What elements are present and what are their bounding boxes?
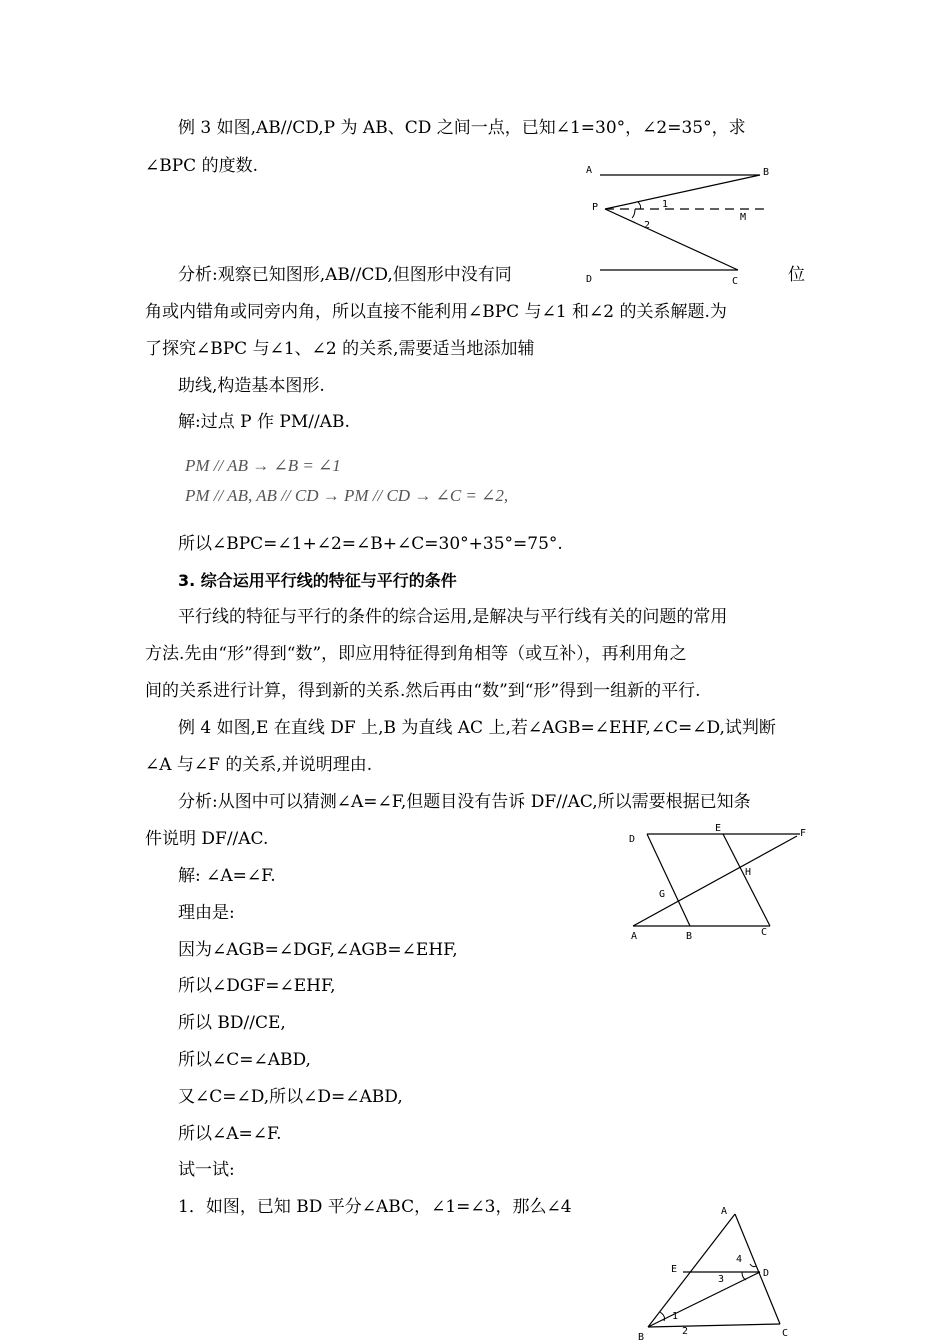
- example4-line1: 例 4 如图,E 在直线 DF 上,B 为直线 AC 上,若∠AGB=∠EHF,∠C=∠D,试判断: [178, 718, 776, 738]
- example4-step: 理由是:: [178, 903, 235, 923]
- example4-analysis2: 件说明 DF//AC.: [145, 829, 269, 849]
- line-af: [633, 836, 797, 926]
- side-bc: [648, 1324, 780, 1327]
- label-g: G: [659, 889, 666, 900]
- label-f: F: [800, 828, 807, 839]
- label-b: B: [686, 931, 693, 942]
- label-e: E: [671, 1264, 678, 1275]
- label-n4: 4: [736, 1254, 743, 1265]
- label-b: B: [638, 1332, 645, 1343]
- line-pb: [605, 175, 760, 209]
- label-a: A: [586, 165, 593, 176]
- figure-triangle-abc: [630, 1200, 800, 1344]
- label-n1: 1: [672, 1311, 679, 1322]
- formula-2: PM // AB, AB // CD → PM // CD → ∠C = ∠2,: [185, 486, 509, 505]
- line-db: [647, 834, 690, 926]
- figure-parallelogram: [625, 822, 815, 947]
- example4-step: 因为∠AGB=∠DGF,∠AGB=∠EHF,: [178, 940, 458, 960]
- line-ec: [723, 834, 770, 926]
- example4-line2: ∠A 与∠F 的关系,并说明理由.: [145, 755, 373, 775]
- side-ac: [735, 1214, 780, 1324]
- label-n2: 2: [682, 1326, 689, 1337]
- example4-step: 解: ∠A=∠F.: [178, 866, 276, 886]
- label-n3: 3: [718, 1274, 725, 1285]
- label-a: A: [721, 1206, 728, 1217]
- example4-step: 所以 BD//CE,: [178, 1013, 286, 1033]
- label-a: A: [631, 931, 638, 942]
- label-d: D: [763, 1268, 770, 1279]
- try-q1: 1．如图，已知 BD 平分∠ABC，∠1=∠3，那么∠4: [178, 1197, 572, 1217]
- example3-solution: 解:过点 P 作 PM//AB.: [178, 412, 350, 432]
- label-h: H: [745, 867, 752, 878]
- label-angle1: 1: [662, 199, 669, 210]
- label-e: E: [715, 823, 722, 834]
- example3-analysis-right: 位: [788, 265, 805, 285]
- figure-parallel-bpc: [580, 160, 780, 290]
- section3-p1: 平行线的特征与平行的条件的综合运用,是解决与平行线有关的问题的常用: [178, 607, 728, 627]
- example3-analysis-a: 分析:观察已知图形,AB//CD,但图形中没有同: [178, 265, 512, 285]
- label-c: C: [782, 1328, 789, 1339]
- example4-step: 所以∠DGF=∠EHF,: [178, 976, 336, 996]
- example3-analysis-c: 了探究∠BPC 与∠1、∠2 的关系,需要适当地添加辅: [145, 339, 535, 359]
- example4-step: 所以∠C=∠ABD,: [178, 1050, 311, 1070]
- example3-line1: 例 3 如图,AB//CD,P 为 AB、CD 之间一点，已知∠1=30°，∠2=35°，求: [178, 118, 746, 138]
- label-m: M: [740, 212, 747, 223]
- line-pc: [605, 209, 738, 270]
- label-d: D: [586, 274, 593, 285]
- section3-p3: 间的关系进行计算，得到新的关系.然后再由“数”到“形”得到一组新的平行.: [145, 681, 701, 701]
- example4-step: 又∠C=∠D,所以∠D=∠ABD,: [178, 1087, 403, 1107]
- side-ab: [648, 1214, 735, 1327]
- section3-p2: 方法.先由“形”得到“数”，即应用特征得到角相等（或互补），再利用角之: [145, 644, 687, 664]
- label-c: C: [761, 927, 768, 938]
- label-b: B: [763, 167, 770, 178]
- example3-conclusion: 所以∠BPC=∠1+∠2=∠B+∠C=30°+35°=75°.: [178, 534, 563, 554]
- label-p: P: [592, 202, 599, 213]
- label-angle2: 2: [644, 220, 651, 231]
- section3-heading: 3. 综合运用平行线的特征与平行的条件: [178, 571, 457, 590]
- label-d: D: [629, 834, 636, 845]
- example3-analysis-b: 角或内错角或同旁内角，所以直接不能利用∠BPC 与∠1 和∠2 的关系解题.为: [145, 302, 727, 322]
- label-c: C: [732, 276, 739, 287]
- example3-line2: ∠BPC 的度数.: [145, 156, 258, 176]
- example4-step: 所以∠A=∠F.: [178, 1124, 282, 1144]
- example3-analysis-d: 助线,构造基本图形.: [178, 376, 325, 396]
- try-heading: 试一试:: [178, 1160, 235, 1180]
- example4-analysis1: 分析:从图中可以猜测∠A=∠F,但题目没有告诉 DF//AC,所以需要根据已知条: [178, 792, 751, 812]
- formula-1: PM // AB → ∠B = ∠1: [185, 456, 341, 475]
